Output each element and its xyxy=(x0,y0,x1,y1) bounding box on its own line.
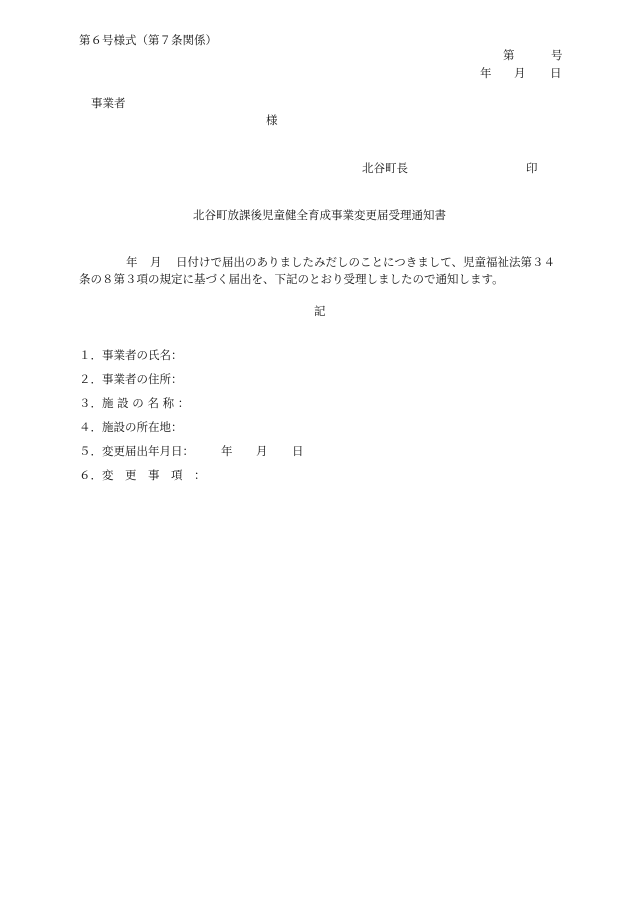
item-year: 年 xyxy=(221,444,233,458)
item-row: ６．変 更 事 項 ： xyxy=(79,468,206,482)
ki-heading: 記 xyxy=(314,304,326,318)
form-label: 第６号様式（第７条関係） xyxy=(79,33,217,47)
item-day: 日 xyxy=(292,444,304,458)
issuer-name: 北谷町長 xyxy=(362,161,408,175)
item-row: １．事業者の氏名： xyxy=(79,348,183,362)
item-row: ５．変更届出年月日： xyxy=(79,444,194,458)
item-month: 月 xyxy=(256,444,268,458)
item-row: ２．事業者の住所： xyxy=(79,372,183,386)
addressee-honorific: 様 xyxy=(266,113,278,127)
item-row: ３．施 設 の 名 称 ： xyxy=(79,396,190,410)
date-day: 日 xyxy=(550,66,562,80)
date-month: 月 xyxy=(514,66,526,80)
doc-number-suffix: 号 xyxy=(551,48,563,62)
document-title: 北谷町放課後児童健全育成事業変更届受理通知書 xyxy=(193,208,446,222)
date-year: 年 xyxy=(480,66,492,80)
addressee-business: 事業者 xyxy=(91,96,126,110)
body-year: 年 xyxy=(126,255,138,269)
doc-number-prefix: 第 xyxy=(503,48,515,62)
body-line-2: 条の８第３項の規定に基づく届出を、下記のとおり受理しましたので通知します。 xyxy=(79,272,504,286)
issuer-seal: 印 xyxy=(526,161,538,175)
body-month: 月 xyxy=(150,255,162,269)
body-line-1: 日付けで届出のありましたみだしのことにつきまして、児童福祉法第３４ xyxy=(176,255,556,269)
item-row: ４．施設の所在地： xyxy=(79,420,183,434)
